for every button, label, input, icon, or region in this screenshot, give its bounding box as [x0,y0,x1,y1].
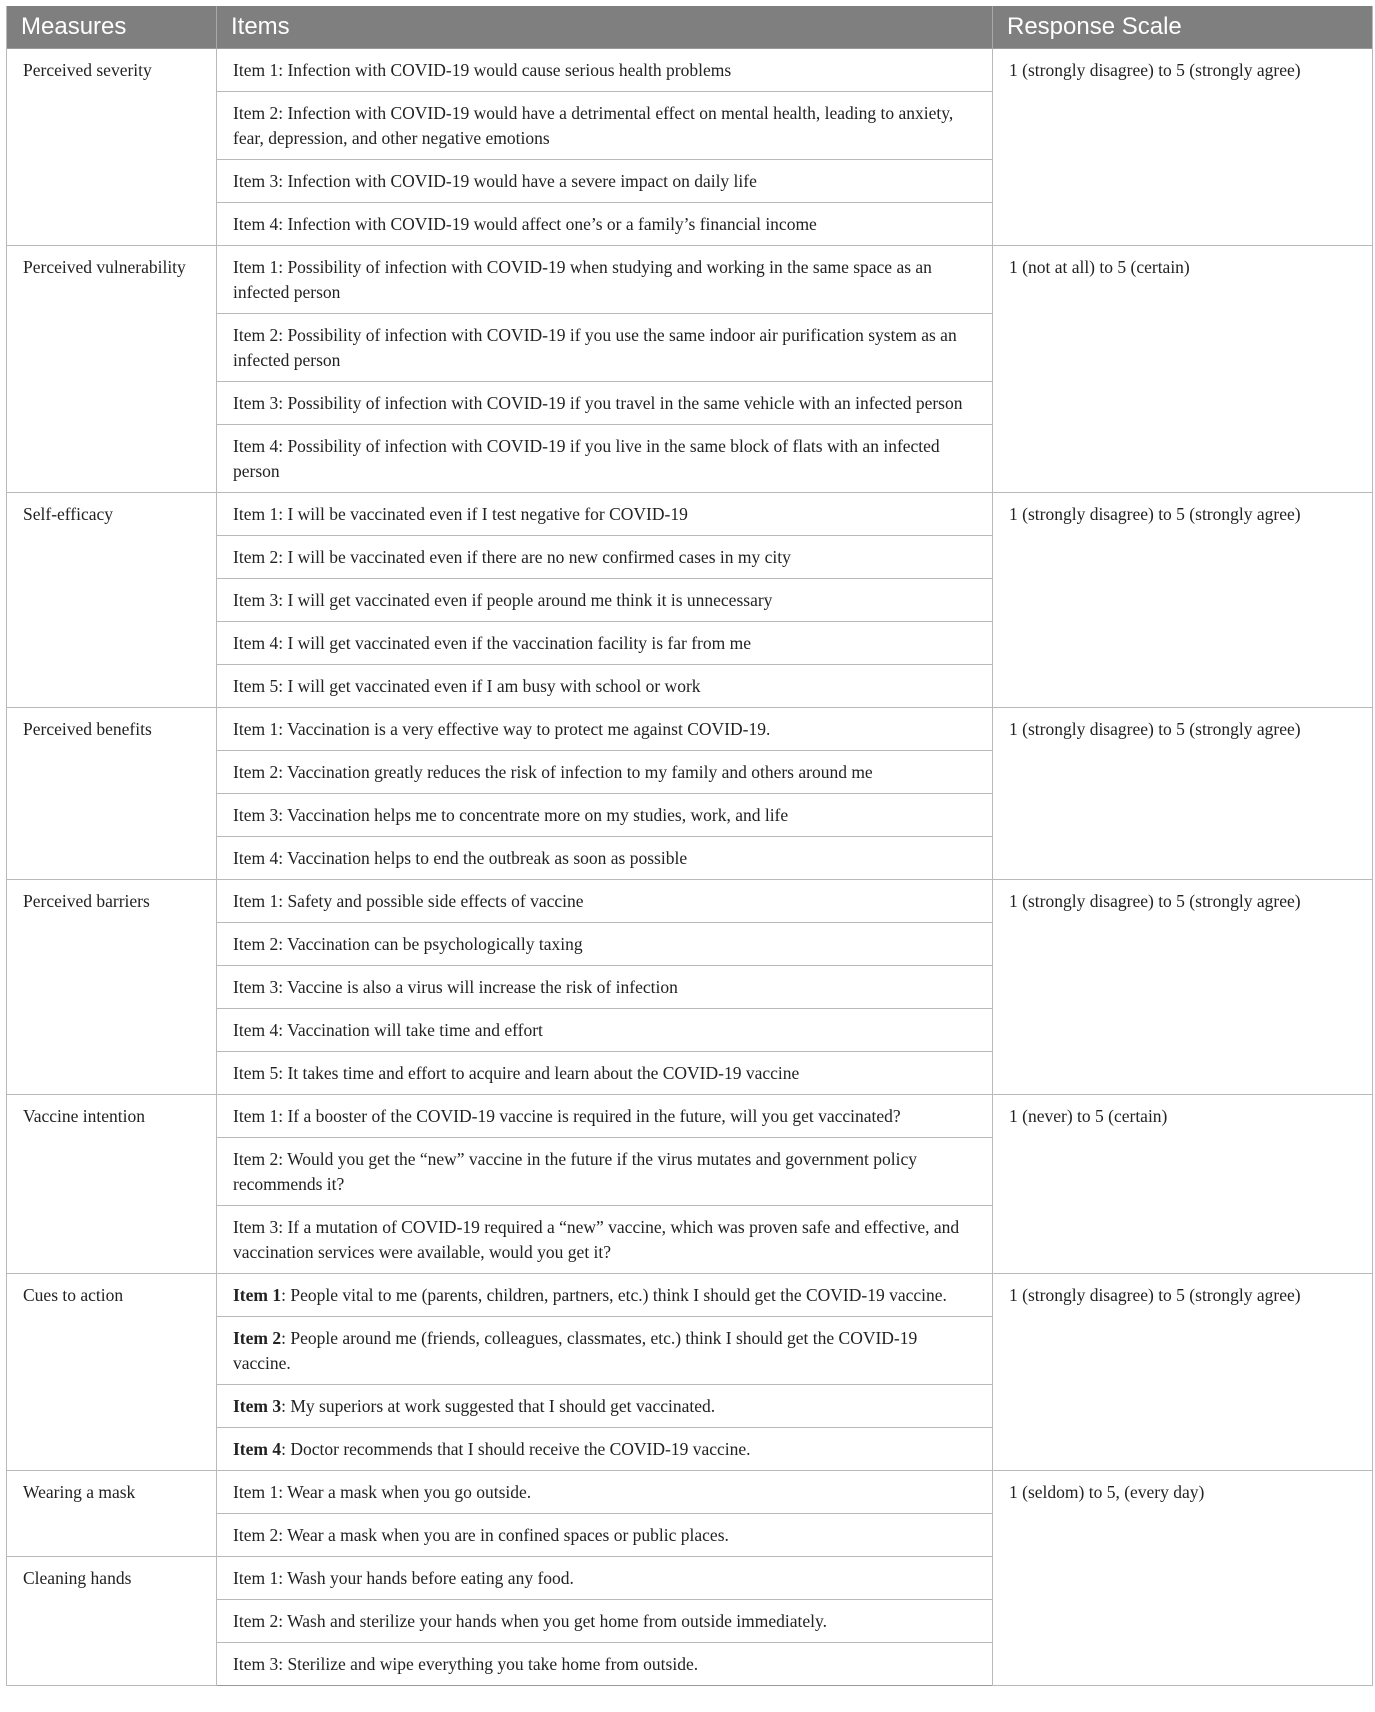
table-row [7,246,1373,314]
table-body [7,49,1373,1686]
item-label: Item 5 [233,1063,279,1083]
item-label: Item 1 [233,1482,279,1502]
item-label: Item 5 [233,676,279,696]
response-scale: 1 (strongly disagree) to 5 (strongly agree) [993,49,1373,246]
item-cell [217,1138,993,1206]
item-label: Item 3 [233,171,279,191]
item-cell [217,880,993,923]
item-label: Item 4 [233,633,279,653]
table-row [7,880,1373,923]
item-cell [217,1274,993,1317]
item-text: : People around me (friends, colleagues, classmates, etc.) think I should get the COVID-19 vaccine. [233,1328,918,1373]
item-text: : Vaccination greatly reduces the risk of infection to my family and others around me [278,762,873,782]
item-cell [217,536,993,579]
item-cell [217,1557,993,1600]
item-label: Item 4 [233,1020,279,1040]
header-response-scale: Response Scale [993,6,1373,49]
item-text: : People vital to me (parents, children, partners, etc.) think I should get the COVID-19 vaccine. [281,1285,947,1305]
item-text: : Doctor recommends that I should receive the COVID-19 vaccine. [281,1439,751,1459]
response-scale: 1 (strongly disagree) to 5 (strongly agree) [993,1274,1373,1471]
item-label: Item 3 [233,393,279,413]
item-label: Item 1 [233,504,279,524]
item-label: Item 1 [233,1568,279,1588]
header-measures: Measures [7,6,217,49]
item-text: : I will get vaccinated even if I am busy with school or work [278,676,701,696]
item-text: : Possibility of infection with COVID-19 if you travel in the same vehicle with an infected person [278,393,963,413]
measure-name: Cleaning hands [7,1557,217,1686]
item-text: : Wash your hands before eating any food. [278,1568,574,1588]
item-cell [217,751,993,794]
item-cell [217,92,993,160]
item-label: Item 3 [233,977,279,997]
item-cell [217,382,993,425]
item-text: : Vaccination is a very effective way to protect me against COVID-19. [278,719,771,739]
item-cell [217,425,993,493]
item-text: : Vaccine is also a virus will increase the risk of infection [278,977,678,997]
item-cell [217,314,993,382]
item-label: Item 1 [233,60,279,80]
item-label: Item 2 [233,762,279,782]
item-text: : Wear a mask when you go outside. [278,1482,532,1502]
item-label: Item 1 [233,1285,282,1305]
item-text: : I will be vaccinated even if I test negative for COVID-19 [278,504,688,524]
header-items: Items [217,6,993,49]
item-cell [217,1514,993,1557]
item-text: : Safety and possible side effects of vaccine [278,891,584,911]
item-text: : Would you get the “new” vaccine in the future if the virus mutates and government policy recommends it? [233,1149,917,1194]
measure-name: Perceived vulnerability [7,246,217,493]
item-cell [217,665,993,708]
item-cell [217,708,993,751]
item-text: : Wear a mask when you are in confined spaces or public places. [278,1525,729,1545]
item-text: : It takes time and effort to acquire and learn about the COVID-19 vaccine [278,1063,800,1083]
response-scale: 1 (seldom) to 5, (every day) [993,1471,1373,1686]
measure-name: Vaccine intention [7,1095,217,1274]
item-cell [217,1052,993,1095]
item-cell [217,1009,993,1052]
item-cell [217,160,993,203]
table-row [7,1274,1373,1317]
response-scale: 1 (strongly disagree) to 5 (strongly agree) [993,493,1373,708]
item-text: : Vaccination can be psychologically taxing [278,934,583,954]
header-row [7,6,1373,49]
item-cell [217,966,993,1009]
item-text: : If a booster of the COVID-19 vaccine is required in the future, will you get vaccinated? [278,1106,901,1126]
item-label: Item 2 [233,1149,279,1169]
measure-name: Self-efficacy [7,493,217,708]
measure-name: Perceived severity [7,49,217,246]
measure-name: Perceived barriers [7,880,217,1095]
measures-table [6,6,1373,1686]
item-text: : I will get vaccinated even if the vaccination facility is far from me [278,633,751,653]
item-cell [217,493,993,536]
item-label: Item 2 [233,1328,282,1348]
item-label: Item 1 [233,257,279,277]
item-text: : Wash and sterilize your hands when you get home from outside immediately. [278,1611,827,1631]
item-label: Item 3 [233,590,279,610]
response-scale: 1 (strongly disagree) to 5 (strongly agree) [993,708,1373,880]
item-cell [217,1643,993,1686]
item-text: : Possibility of infection with COVID-19 if you live in the same block of flats with an infected person [233,436,940,481]
item-label: Item 3 [233,805,279,825]
item-label: Item 2 [233,1525,279,1545]
item-cell [217,837,993,880]
table-row [7,493,1373,536]
item-cell [217,923,993,966]
item-text: : I will get vaccinated even if people around me think it is unnecessary [278,590,773,610]
item-cell [217,622,993,665]
item-text: : Infection with COVID-19 would cause serious health problems [278,60,732,80]
table-row [7,708,1373,751]
item-cell [217,1428,993,1471]
item-text: : My superiors at work suggested that I should get vaccinated. [281,1396,716,1416]
item-text: : Infection with COVID-19 would have a detrimental effect on mental health, leading to anxiety, fear, depression, and other negative emotions [233,103,954,148]
item-text: : Possibility of infection with COVID-19 when studying and working in the same space as an infected person [233,257,932,302]
item-label: Item 4 [233,214,279,234]
item-cell [217,1600,993,1643]
response-scale: 1 (never) to 5 (certain) [993,1095,1373,1274]
measure-name: Perceived benefits [7,708,217,880]
item-text: : If a mutation of COVID-19 required a “new” vaccine, which was proven safe and effective, and vaccination services were available, would you get it? [233,1217,960,1262]
item-cell [217,794,993,837]
measure-name: Wearing a mask [7,1471,217,1557]
table-row [7,1471,1373,1514]
item-text: : Vaccination will take time and effort [278,1020,543,1040]
item-label: Item 3 [233,1654,279,1674]
item-label: Item 4 [233,1439,282,1459]
item-cell [217,1095,993,1138]
item-cell [217,1385,993,1428]
measure-name: Cues to action [7,1274,217,1471]
item-label: Item 2 [233,547,279,567]
response-scale: 1 (not at all) to 5 (certain) [993,246,1373,493]
item-text: : Infection with COVID-19 would have a severe impact on daily life [278,171,757,191]
item-label: Item 2 [233,103,279,123]
item-label: Item 1 [233,891,279,911]
item-cell [217,579,993,622]
item-label: Item 2 [233,1611,279,1631]
item-cell [217,246,993,314]
item-cell [217,1206,993,1274]
item-label: Item 1 [233,1106,279,1126]
table-row [7,1095,1373,1138]
item-label: Item 3 [233,1217,279,1237]
item-text: : Vaccination helps me to concentrate more on my studies, work, and life [278,805,789,825]
item-cell [217,1471,993,1514]
item-label: Item 4 [233,436,279,456]
table-row [7,49,1373,92]
item-cell [217,1317,993,1385]
item-text: : Possibility of infection with COVID-19 if you use the same indoor air purification system as an infected person [233,325,957,370]
response-scale: 1 (strongly disagree) to 5 (strongly agree) [993,880,1373,1095]
item-text: : I will be vaccinated even if there are no new confirmed cases in my city [278,547,791,567]
item-label: Item 4 [233,848,279,868]
item-cell [217,49,993,92]
item-label: Item 2 [233,325,279,345]
item-label: Item 2 [233,934,279,954]
item-cell [217,203,993,246]
item-text: : Vaccination helps to end the outbreak as soon as possible [278,848,688,868]
item-label: Item 1 [233,719,279,739]
item-label: Item 3 [233,1396,282,1416]
item-text: : Sterilize and wipe everything you take home from outside. [278,1654,699,1674]
item-text: : Infection with COVID-19 would affect one’s or a family’s financial income [278,214,817,234]
